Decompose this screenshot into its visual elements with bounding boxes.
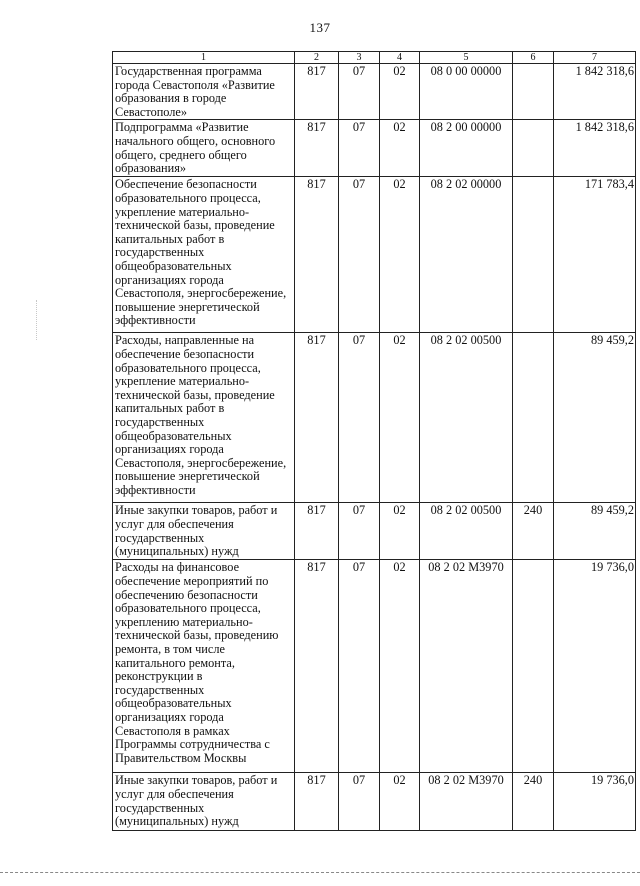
column-number-cell: 5 — [420, 52, 513, 64]
row-name-cell: Иные закупки товаров, работ и услуг для обеспечения государственных (муниципальных) нужд — [113, 503, 295, 560]
expense-type-cell — [513, 560, 554, 773]
section-code-cell: 07 — [339, 503, 380, 560]
target-article-cell: 08 2 02 00500 — [420, 503, 513, 560]
amount-cell: 1 842 318,6 — [554, 120, 636, 177]
ministry-code-cell: 817 — [295, 333, 339, 503]
row-name-cell: Обеспечение безопасности образовательного процесса, укрепление материально-технической базы, проведение капитальных работ в государственных общеобразовательных организациях города Севастополя, энергосбережение, повышение энергетической эффективности — [113, 177, 295, 333]
table-row — [113, 773, 636, 831]
column-number-cell: 2 — [295, 52, 339, 64]
target-article-cell: 08 2 02 М3970 — [420, 560, 513, 773]
section-code-cell: 07 — [339, 333, 380, 503]
expense-type-cell — [513, 177, 554, 333]
scan-bottom-edge — [0, 872, 640, 873]
table-row — [113, 177, 636, 333]
column-number-cell: 6 — [513, 52, 554, 64]
ministry-code-cell: 817 — [295, 64, 339, 120]
expense-type-cell — [513, 64, 554, 120]
ministry-code-cell: 817 — [295, 773, 339, 831]
subsection-code-cell: 02 — [380, 503, 420, 560]
section-code-cell: 07 — [339, 773, 380, 831]
target-article-cell: 08 2 02 00000 — [420, 177, 513, 333]
amount-cell: 19 736,0 — [554, 773, 636, 831]
budget-table — [112, 51, 636, 831]
amount-cell: 1 842 318,6 — [554, 64, 636, 120]
ministry-code-cell: 817 — [295, 120, 339, 177]
row-name-cell: Расходы на финансовое обеспечение мероприятий по обеспечению безопасности образовательного процесса, укреплению материально-технической базы, проведению ремонта, в том числе капитального ремонта, реконструкции в государственных общеобразовательных организациях города Севастополя в рамках Программы сотрудничества с Правительством Москвы — [113, 560, 295, 773]
table-row — [113, 64, 636, 120]
subsection-code-cell: 02 — [380, 773, 420, 831]
ministry-code-cell: 817 — [295, 503, 339, 560]
amount-cell: 171 783,4 — [554, 177, 636, 333]
expense-type-cell — [513, 120, 554, 177]
section-code-cell: 07 — [339, 177, 380, 333]
column-number-row — [113, 52, 636, 64]
target-article-cell: 08 0 00 00000 — [420, 64, 513, 120]
page-number: 137 — [309, 20, 331, 35]
target-article-cell: 08 2 02 М3970 — [420, 773, 513, 831]
subsection-code-cell: 02 — [380, 560, 420, 773]
target-article-cell: 08 2 00 00000 — [420, 120, 513, 177]
expense-type-cell: 240 — [513, 503, 554, 560]
table-row — [113, 333, 636, 503]
subsection-code-cell: 02 — [380, 64, 420, 120]
section-code-cell: 07 — [339, 120, 380, 177]
subsection-code-cell: 02 — [380, 120, 420, 177]
table-row — [113, 120, 636, 177]
section-code-cell: 07 — [339, 64, 380, 120]
column-number-cell: 7 — [554, 52, 636, 64]
amount-cell: 19 736,0 — [554, 560, 636, 773]
amount-cell: 89 459,2 — [554, 333, 636, 503]
row-name-cell: Государственная программа города Севастополя «Развитие образования в городе Севастополе» — [113, 64, 295, 120]
subsection-code-cell: 02 — [380, 177, 420, 333]
ministry-code-cell: 817 — [295, 177, 339, 333]
amount-cell: 89 459,2 — [554, 503, 636, 560]
row-name-cell: Иные закупки товаров, работ и услуг для обеспечения государственных (муниципальных) нужд — [113, 773, 295, 831]
expense-type-cell — [513, 333, 554, 503]
section-code-cell: 07 — [339, 560, 380, 773]
table-row — [113, 503, 636, 560]
scan-margin-mark — [36, 300, 38, 340]
column-number-cell: 4 — [380, 52, 420, 64]
column-number-cell: 1 — [113, 52, 295, 64]
target-article-cell: 08 2 02 00500 — [420, 333, 513, 503]
column-number-cell: 3 — [339, 52, 380, 64]
row-name-cell: Расходы, направленные на обеспечение безопасности образовательного процесса, укрепление материально-технической базы, проведение капитальных работ в государственных общеобразовательных организациях города Севастополя, энергосбережение, повышение энергетической эффективности — [113, 333, 295, 503]
expense-type-cell: 240 — [513, 773, 554, 831]
row-name-cell: Подпрограмма «Развитие начального общего, основного общего, среднего общего образования» — [113, 120, 295, 177]
table-row — [113, 560, 636, 773]
subsection-code-cell: 02 — [380, 333, 420, 503]
ministry-code-cell: 817 — [295, 560, 339, 773]
